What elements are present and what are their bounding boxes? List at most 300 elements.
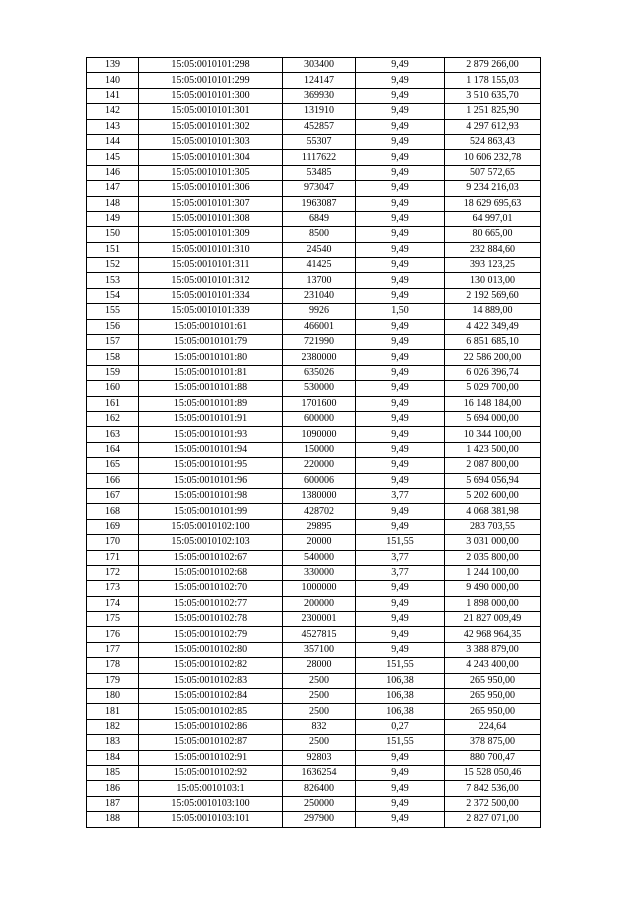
cadastral-number-cell: 15:05:0010101:98 (139, 488, 283, 503)
cadastral-value-table (86, 57, 541, 828)
table-row (87, 350, 541, 365)
rate-cell: 9,49 (356, 596, 445, 611)
value-cell: 16 148 184,00 (445, 396, 541, 411)
value-cell: 9 490 000,00 (445, 581, 541, 596)
cadastral-number-cell: 15:05:0010101:89 (139, 396, 283, 411)
cadastral-number-cell: 15:05:0010101:310 (139, 242, 283, 257)
value-cell: 265 950,00 (445, 673, 541, 688)
rate-cell: 9,49 (356, 427, 445, 442)
cadastral-number-cell: 15:05:0010101:308 (139, 211, 283, 226)
value-cell: 1 244 100,00 (445, 565, 541, 580)
area-cell: 29895 (283, 519, 356, 534)
table-row (87, 165, 541, 180)
cadastral-number-cell: 15:05:0010102:67 (139, 550, 283, 565)
row-number-cell: 167 (87, 488, 139, 503)
table-row (87, 781, 541, 796)
row-number-cell: 166 (87, 473, 139, 488)
rate-cell: 9,49 (356, 273, 445, 288)
row-number-cell: 147 (87, 181, 139, 196)
rate-cell: 9,49 (356, 642, 445, 657)
rate-cell: 9,49 (356, 227, 445, 242)
rate-cell: 0,27 (356, 719, 445, 734)
table-row (87, 596, 541, 611)
row-number-cell: 149 (87, 211, 139, 226)
value-cell: 10 344 100,00 (445, 427, 541, 442)
area-cell: 330000 (283, 565, 356, 580)
value-cell: 265 950,00 (445, 689, 541, 704)
rate-cell: 9,49 (356, 196, 445, 211)
row-number-cell: 174 (87, 596, 139, 611)
area-cell: 2500 (283, 689, 356, 704)
row-number-cell: 186 (87, 781, 139, 796)
row-number-cell: 181 (87, 704, 139, 719)
area-cell: 2380000 (283, 350, 356, 365)
area-cell: 8500 (283, 227, 356, 242)
value-cell: 4 297 612,93 (445, 119, 541, 134)
table-row (87, 765, 541, 780)
rate-cell: 9,49 (356, 258, 445, 273)
value-cell: 1 423 500,00 (445, 442, 541, 457)
rate-cell: 9,49 (356, 73, 445, 88)
row-number-cell: 182 (87, 719, 139, 734)
cadastral-number-cell: 15:05:0010102:83 (139, 673, 283, 688)
rate-cell: 9,49 (356, 119, 445, 134)
value-cell: 2 192 569,60 (445, 288, 541, 303)
cadastral-number-cell: 15:05:0010101:300 (139, 88, 283, 103)
rate-cell: 9,49 (356, 58, 445, 73)
table-row (87, 119, 541, 134)
row-number-cell: 171 (87, 550, 139, 565)
cadastral-number-cell: 15:05:0010101:307 (139, 196, 283, 211)
row-number-cell: 142 (87, 104, 139, 119)
row-number-cell: 154 (87, 288, 139, 303)
value-cell: 9 234 216,03 (445, 181, 541, 196)
area-cell: 9926 (283, 304, 356, 319)
cadastral-number-cell: 15:05:0010101:95 (139, 458, 283, 473)
area-cell: 200000 (283, 596, 356, 611)
rate-cell: 9,49 (356, 442, 445, 457)
cadastral-number-cell: 15:05:0010101:312 (139, 273, 283, 288)
area-cell: 1117622 (283, 150, 356, 165)
cadastral-number-cell: 15:05:0010101:298 (139, 58, 283, 73)
rate-cell: 9,49 (356, 288, 445, 303)
table-row (87, 812, 541, 827)
row-number-cell: 140 (87, 73, 139, 88)
row-number-cell: 145 (87, 150, 139, 165)
table-row (87, 227, 541, 242)
value-cell: 1 898 000,00 (445, 596, 541, 611)
value-cell: 3 510 635,70 (445, 88, 541, 103)
value-cell: 232 884,60 (445, 242, 541, 257)
value-cell: 42 968 964,35 (445, 627, 541, 642)
area-cell: 297900 (283, 812, 356, 827)
area-cell: 2500 (283, 704, 356, 719)
row-number-cell: 172 (87, 565, 139, 580)
value-cell: 5 029 700,00 (445, 381, 541, 396)
cadastral-number-cell: 15:05:0010101:334 (139, 288, 283, 303)
area-cell: 303400 (283, 58, 356, 73)
area-cell: 1000000 (283, 581, 356, 596)
row-number-cell: 159 (87, 365, 139, 380)
area-cell: 6849 (283, 211, 356, 226)
rate-cell: 151,55 (356, 535, 445, 550)
rate-cell: 3,77 (356, 565, 445, 580)
table-row (87, 411, 541, 426)
area-cell: 41425 (283, 258, 356, 273)
row-number-cell: 155 (87, 304, 139, 319)
area-cell: 973047 (283, 181, 356, 196)
row-number-cell: 144 (87, 134, 139, 149)
value-cell: 64 997,01 (445, 211, 541, 226)
cadastral-number-cell: 15:05:0010101:299 (139, 73, 283, 88)
table-row (87, 704, 541, 719)
row-number-cell: 153 (87, 273, 139, 288)
cadastral-number-cell: 15:05:0010102:68 (139, 565, 283, 580)
value-cell: 1 178 155,03 (445, 73, 541, 88)
table-row (87, 104, 541, 119)
table-row (87, 150, 541, 165)
cadastral-number-cell: 15:05:0010101:99 (139, 504, 283, 519)
area-cell: 1090000 (283, 427, 356, 442)
table-row (87, 504, 541, 519)
area-cell: 1701600 (283, 396, 356, 411)
value-cell: 3 388 879,00 (445, 642, 541, 657)
row-number-cell: 168 (87, 504, 139, 519)
area-cell: 24540 (283, 242, 356, 257)
row-number-cell: 141 (87, 88, 139, 103)
table-row (87, 550, 541, 565)
cadastral-number-cell: 15:05:0010101:301 (139, 104, 283, 119)
cadastral-number-cell: 15:05:0010101:96 (139, 473, 283, 488)
rate-cell: 1,50 (356, 304, 445, 319)
value-cell: 6 851 685,10 (445, 335, 541, 350)
cadastral-number-cell: 15:05:0010101:81 (139, 365, 283, 380)
area-cell: 92803 (283, 750, 356, 765)
area-cell: 428702 (283, 504, 356, 519)
row-number-cell: 157 (87, 335, 139, 350)
rate-cell: 3,77 (356, 488, 445, 503)
area-cell: 13700 (283, 273, 356, 288)
rate-cell: 9,49 (356, 104, 445, 119)
cadastral-number-cell: 15:05:0010102:84 (139, 689, 283, 704)
table-row (87, 750, 541, 765)
row-number-cell: 162 (87, 411, 139, 426)
cadastral-number-cell: 15:05:0010101:88 (139, 381, 283, 396)
cadastral-number-cell: 15:05:0010101:80 (139, 350, 283, 365)
table-row (87, 304, 541, 319)
rate-cell: 9,49 (356, 350, 445, 365)
area-cell: 2500 (283, 673, 356, 688)
row-number-cell: 177 (87, 642, 139, 657)
area-cell: 530000 (283, 381, 356, 396)
rate-cell: 9,49 (356, 396, 445, 411)
rate-cell: 9,49 (356, 381, 445, 396)
cadastral-number-cell: 15:05:0010103:101 (139, 812, 283, 827)
row-number-cell: 160 (87, 381, 139, 396)
area-cell: 250000 (283, 796, 356, 811)
row-number-cell: 176 (87, 627, 139, 642)
value-cell: 3 031 000,00 (445, 535, 541, 550)
rate-cell: 9,49 (356, 612, 445, 627)
area-cell: 540000 (283, 550, 356, 565)
area-cell: 826400 (283, 781, 356, 796)
cadastral-number-cell: 15:05:0010101:94 (139, 442, 283, 457)
value-cell: 393 123,25 (445, 258, 541, 273)
rate-cell: 106,38 (356, 704, 445, 719)
table-row (87, 427, 541, 442)
rate-cell: 9,49 (356, 504, 445, 519)
area-cell: 1636254 (283, 765, 356, 780)
value-cell: 5 694 056,94 (445, 473, 541, 488)
value-cell: 507 572,65 (445, 165, 541, 180)
cadastral-number-cell: 15:05:0010101:339 (139, 304, 283, 319)
table-row (87, 673, 541, 688)
rate-cell: 9,49 (356, 581, 445, 596)
table-body (87, 58, 541, 828)
area-cell: 357100 (283, 642, 356, 657)
cadastral-number-cell: 15:05:0010102:91 (139, 750, 283, 765)
value-cell: 224,64 (445, 719, 541, 734)
area-cell: 635026 (283, 365, 356, 380)
area-cell: 832 (283, 719, 356, 734)
area-cell: 466001 (283, 319, 356, 334)
cadastral-number-cell: 15:05:0010102:103 (139, 535, 283, 550)
value-cell: 4 068 381,98 (445, 504, 541, 519)
table-row (87, 658, 541, 673)
row-number-cell: 188 (87, 812, 139, 827)
rate-cell: 9,49 (356, 473, 445, 488)
table-row (87, 73, 541, 88)
row-number-cell: 164 (87, 442, 139, 457)
value-cell: 880 700,47 (445, 750, 541, 765)
value-cell: 2 087 800,00 (445, 458, 541, 473)
area-cell: 2300001 (283, 612, 356, 627)
area-cell: 4527815 (283, 627, 356, 642)
value-cell: 130 013,00 (445, 273, 541, 288)
table-row (87, 535, 541, 550)
cadastral-number-cell: 15:05:0010102:79 (139, 627, 283, 642)
row-number-cell: 161 (87, 396, 139, 411)
rate-cell: 9,49 (356, 365, 445, 380)
value-cell: 5 694 000,00 (445, 411, 541, 426)
table-row (87, 519, 541, 534)
area-cell: 124147 (283, 73, 356, 88)
value-cell: 2 035 800,00 (445, 550, 541, 565)
table-row (87, 134, 541, 149)
area-cell: 220000 (283, 458, 356, 473)
rate-cell: 9,49 (356, 150, 445, 165)
row-number-cell: 152 (87, 258, 139, 273)
cadastral-number-cell: 15:05:0010102:100 (139, 519, 283, 534)
rate-cell: 106,38 (356, 673, 445, 688)
row-number-cell: 148 (87, 196, 139, 211)
table-row (87, 458, 541, 473)
rate-cell: 106,38 (356, 689, 445, 704)
cadastral-number-cell: 15:05:0010102:78 (139, 612, 283, 627)
area-cell: 600000 (283, 411, 356, 426)
rate-cell: 9,49 (356, 181, 445, 196)
cadastral-number-cell: 15:05:0010101:303 (139, 134, 283, 149)
value-cell: 2 879 266,00 (445, 58, 541, 73)
rate-cell: 9,49 (356, 458, 445, 473)
area-cell: 721990 (283, 335, 356, 350)
table-row (87, 181, 541, 196)
rate-cell: 151,55 (356, 658, 445, 673)
table-row (87, 242, 541, 257)
table-row (87, 735, 541, 750)
row-number-cell: 183 (87, 735, 139, 750)
area-cell: 231040 (283, 288, 356, 303)
row-number-cell: 165 (87, 458, 139, 473)
area-cell: 600006 (283, 473, 356, 488)
value-cell: 18 629 695,63 (445, 196, 541, 211)
cadastral-number-cell: 15:05:0010101:305 (139, 165, 283, 180)
rate-cell: 9,49 (356, 627, 445, 642)
row-number-cell: 179 (87, 673, 139, 688)
row-number-cell: 170 (87, 535, 139, 550)
value-cell: 4 422 349,49 (445, 319, 541, 334)
rate-cell: 9,49 (356, 242, 445, 257)
rate-cell: 9,49 (356, 165, 445, 180)
rate-cell: 9,49 (356, 134, 445, 149)
value-cell: 15 528 050,46 (445, 765, 541, 780)
cadastral-number-cell: 15:05:0010101:304 (139, 150, 283, 165)
area-cell: 1963087 (283, 196, 356, 211)
table-row (87, 288, 541, 303)
cadastral-number-cell: 15:05:0010101:311 (139, 258, 283, 273)
table-row (87, 612, 541, 627)
value-cell: 2 827 071,00 (445, 812, 541, 827)
area-cell: 53485 (283, 165, 356, 180)
area-cell: 55307 (283, 134, 356, 149)
area-cell: 20000 (283, 535, 356, 550)
cadastral-number-cell: 15:05:0010102:86 (139, 719, 283, 734)
table-row (87, 396, 541, 411)
rate-cell: 9,49 (356, 411, 445, 426)
cadastral-number-cell: 15:05:0010103:1 (139, 781, 283, 796)
table-row (87, 211, 541, 226)
value-cell: 7 842 536,00 (445, 781, 541, 796)
rate-cell: 9,49 (356, 765, 445, 780)
cadastral-number-cell: 15:05:0010102:70 (139, 581, 283, 596)
cadastral-number-cell: 15:05:0010101:61 (139, 319, 283, 334)
rate-cell: 9,49 (356, 750, 445, 765)
value-cell: 265 950,00 (445, 704, 541, 719)
table-row (87, 381, 541, 396)
value-cell: 524 863,43 (445, 134, 541, 149)
row-number-cell: 173 (87, 581, 139, 596)
cadastral-number-cell: 15:05:0010101:79 (139, 335, 283, 350)
table-row (87, 442, 541, 457)
table-row (87, 689, 541, 704)
row-number-cell: 143 (87, 119, 139, 134)
value-cell: 1 251 825,90 (445, 104, 541, 119)
rate-cell: 9,49 (356, 812, 445, 827)
value-cell: 22 586 200,00 (445, 350, 541, 365)
rate-cell: 9,49 (356, 781, 445, 796)
row-number-cell: 158 (87, 350, 139, 365)
value-cell: 283 703,55 (445, 519, 541, 534)
cadastral-number-cell: 15:05:0010101:302 (139, 119, 283, 134)
value-cell: 5 202 600,00 (445, 488, 541, 503)
table-row (87, 719, 541, 734)
table-row (87, 196, 541, 211)
rate-cell: 9,49 (356, 88, 445, 103)
table-row (87, 335, 541, 350)
cadastral-number-cell: 15:05:0010101:306 (139, 181, 283, 196)
rate-cell: 151,55 (356, 735, 445, 750)
value-cell: 80 665,00 (445, 227, 541, 242)
table-row (87, 627, 541, 642)
row-number-cell: 150 (87, 227, 139, 242)
row-number-cell: 178 (87, 658, 139, 673)
rate-cell: 3,77 (356, 550, 445, 565)
table-row (87, 642, 541, 657)
value-cell: 2 372 500,00 (445, 796, 541, 811)
table-row (87, 473, 541, 488)
table-row (87, 88, 541, 103)
area-cell: 452857 (283, 119, 356, 134)
table-row (87, 58, 541, 73)
table-row (87, 565, 541, 580)
row-number-cell: 151 (87, 242, 139, 257)
area-cell: 150000 (283, 442, 356, 457)
cadastral-number-cell: 15:05:0010102:77 (139, 596, 283, 611)
value-cell: 10 606 232,78 (445, 150, 541, 165)
value-cell: 378 875,00 (445, 735, 541, 750)
value-cell: 4 243 400,00 (445, 658, 541, 673)
row-number-cell: 175 (87, 612, 139, 627)
cadastral-number-cell: 15:05:0010102:92 (139, 765, 283, 780)
value-cell: 6 026 396,74 (445, 365, 541, 380)
table-row (87, 258, 541, 273)
row-number-cell: 184 (87, 750, 139, 765)
cadastral-number-cell: 15:05:0010101:93 (139, 427, 283, 442)
cadastral-number-cell: 15:05:0010102:82 (139, 658, 283, 673)
table-row (87, 273, 541, 288)
row-number-cell: 163 (87, 427, 139, 442)
rate-cell: 9,49 (356, 211, 445, 226)
row-number-cell: 185 (87, 765, 139, 780)
table-row (87, 796, 541, 811)
rate-cell: 9,49 (356, 519, 445, 534)
value-cell: 14 889,00 (445, 304, 541, 319)
area-cell: 2500 (283, 735, 356, 750)
row-number-cell: 146 (87, 165, 139, 180)
cadastral-number-cell: 15:05:0010102:80 (139, 642, 283, 657)
row-number-cell: 156 (87, 319, 139, 334)
area-cell: 1380000 (283, 488, 356, 503)
cadastral-number-cell: 15:05:0010101:91 (139, 411, 283, 426)
table-row (87, 581, 541, 596)
value-cell: 21 827 009,49 (445, 612, 541, 627)
cadastral-number-cell: 15:05:0010101:309 (139, 227, 283, 242)
cadastral-number-cell: 15:05:0010103:100 (139, 796, 283, 811)
rate-cell: 9,49 (356, 335, 445, 350)
cadastral-number-cell: 15:05:0010102:87 (139, 735, 283, 750)
area-cell: 28000 (283, 658, 356, 673)
table-row (87, 488, 541, 503)
rate-cell: 9,49 (356, 319, 445, 334)
row-number-cell: 169 (87, 519, 139, 534)
area-cell: 369930 (283, 88, 356, 103)
rate-cell: 9,49 (356, 796, 445, 811)
row-number-cell: 180 (87, 689, 139, 704)
row-number-cell: 187 (87, 796, 139, 811)
table-row (87, 365, 541, 380)
area-cell: 131910 (283, 104, 356, 119)
table-row (87, 319, 541, 334)
